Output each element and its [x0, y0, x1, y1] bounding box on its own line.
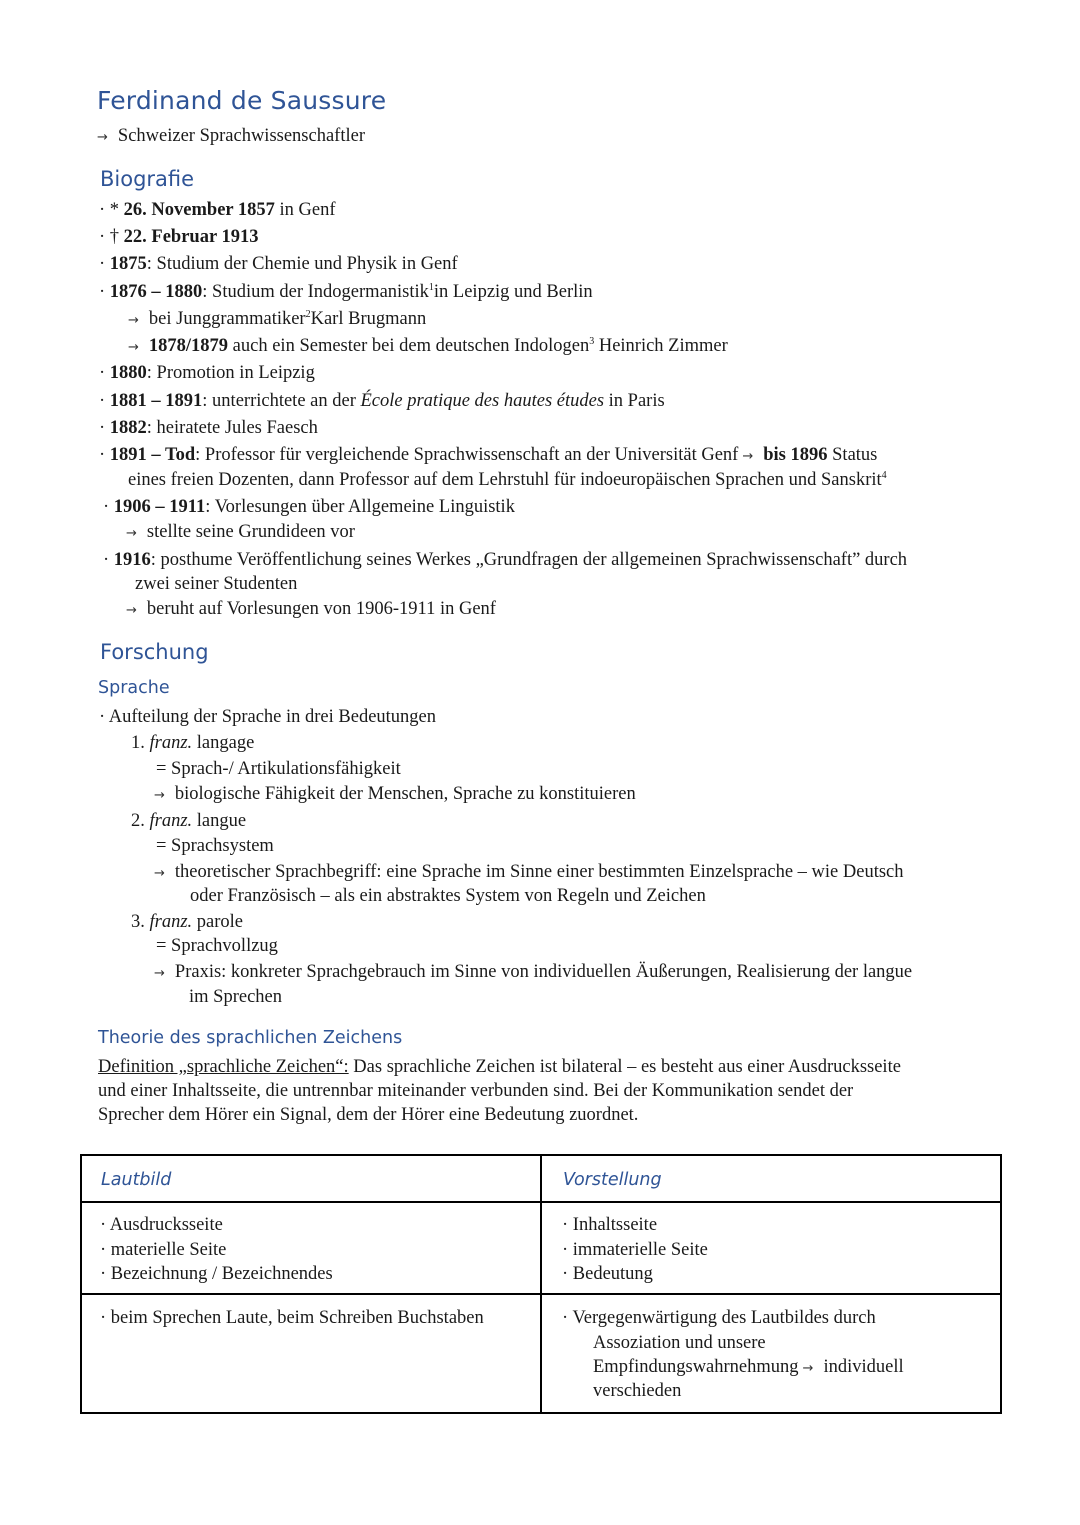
- text: in Paris: [604, 391, 665, 411]
- bio-1916-cont: zwei seiner Studenten: [135, 574, 298, 594]
- cell-line: · Ausdrucksseite: [100, 1215, 223, 1235]
- cell-line: · Bedeutung: [562, 1264, 653, 1284]
- subtitle: Schweizer Sprachwissenschaftler: [117, 126, 365, 146]
- year: 1891 – Tod: [109, 445, 196, 465]
- table-header-cell: [81, 1155, 541, 1202]
- table-cell: [541, 1202, 1001, 1294]
- bio-1891: · 1891 – Tod: Professor für vergleichende Sprachwissenschaft an der Universität Genf → bis 1896 Status: [99, 445, 878, 465]
- bio-1880: · 1880: Promotion in Leipzig: [99, 363, 315, 383]
- text: : Professor für vergleichende Sprachwissenschaft an der Universität Genf: [195, 445, 739, 465]
- text: Praxis: konkreter Sprachgebrauch im Sinne von individuellen Äußerungen, Realisierung der langue: [174, 962, 913, 982]
- text: theoretischer Sprachbegriff: eine Sprache im Sinne einer bestimmten Einzelsprache – wie Deutsch: [174, 862, 904, 882]
- cell-line: · Bezeichnung / Bezeichnendes: [100, 1264, 333, 1284]
- sprache-heading: Sprache: [98, 678, 170, 698]
- lautbild-header: Lautbild: [101, 1170, 172, 1190]
- table-row: [81, 1155, 1001, 1202]
- abbrev: franz.: [149, 811, 193, 831]
- text: : Studium der Chemie und Physik in Genf: [146, 254, 458, 274]
- bio-sub-brugmann: [128, 307, 426, 333]
- bio-sub-vorlesungen: [126, 597, 496, 623]
- arrow-icon: →: [126, 603, 137, 618]
- text: bei Junggrammatiker: [148, 309, 306, 329]
- year: 1878/1879: [148, 336, 229, 356]
- term: parole: [192, 912, 244, 932]
- bio-sub-zimmer: [128, 334, 728, 360]
- text: individuell: [823, 1357, 904, 1377]
- forschung-heading: Forschung: [100, 640, 209, 664]
- text: : Vorlesungen über Allgemeine Linguistik: [205, 497, 515, 517]
- zeichen-heading: Theorie des sprachlichen Zeichens: [98, 1028, 403, 1048]
- cell-line: · materielle Seite: [100, 1240, 227, 1260]
- year: 1916: [113, 550, 151, 570]
- text: eines freien Dozenten, dann Professor auf dem Lehrstuhl für indoeuropäischen Sprachen und Sanskrit: [128, 470, 882, 490]
- text: Karl Brugmann: [310, 309, 427, 329]
- sprache-intro: · Aufteilung der Sprache in drei Bedeutungen: [99, 707, 437, 727]
- sprache-item-3: [131, 910, 243, 934]
- bio-birth: · * 26. November 1857 in Genf: [99, 200, 336, 220]
- year: 1906 – 1911: [113, 497, 206, 517]
- page-title: Ferdinand de Saussure: [97, 86, 387, 115]
- text: Status: [827, 445, 878, 465]
- arrow-icon: →: [154, 788, 165, 803]
- zeichen-def-line1: [98, 1055, 901, 1079]
- table-header-cell: [541, 1155, 1001, 1202]
- text: : Studium der Indogermanistik: [202, 282, 429, 302]
- zeichen-def-line3: Sprecher dem Hörer ein Signal, dem der Hörer eine Bedeutung zuordnet.: [98, 1105, 639, 1125]
- text: Das sprachliche Zeichen ist bilateral – es besteht aus einer Ausdrucksseite: [348, 1057, 901, 1077]
- sprache-def-1: = Sprach-/ Artikulationsfähigkeit: [156, 759, 401, 779]
- birth-date: 26. November 1857: [123, 200, 275, 220]
- term: langage: [192, 733, 255, 753]
- text: stellte seine Grundideen vor: [146, 522, 355, 542]
- subtitle-line: [97, 124, 365, 150]
- arrow-icon: →: [154, 866, 165, 881]
- definition-label: Definition „sprachliche Zeichen“:: [98, 1057, 349, 1077]
- bio-1881: · 1881 – 1891: unterrichtete an der École pratique des hautes études in Paris: [99, 391, 665, 411]
- text: Aufteilung der Sprache in drei Bedeutungen: [108, 707, 437, 727]
- text: Heinrich Zimmer: [594, 336, 728, 356]
- bio-1875: · 1875: Studium der Chemie und Physik in Genf: [99, 254, 458, 274]
- text: : heiratete Jules Faesch: [146, 418, 318, 438]
- text: : posthume Veröffentlichung seines Werkes „Grundfragen der allgemeinen Sprachwissenschaft” durch: [150, 550, 908, 570]
- year: 1875: [109, 254, 147, 274]
- footnote-marker: 3: [589, 335, 595, 347]
- sprache-expl-2: [154, 860, 904, 886]
- bio-death: · † 22. Februar 1913: [99, 227, 259, 247]
- bio-1882: · 1882: heiratete Jules Faesch: [99, 418, 318, 438]
- arrow-icon: →: [126, 526, 137, 541]
- number: 1.: [131, 733, 145, 753]
- sprache-def-2: = Sprachsystem: [156, 836, 274, 856]
- zeichen-def-line2: und einer Inhaltsseite, die untrennbar miteinander verbunden sind. Bei der Kommunikation sendet der: [98, 1081, 854, 1101]
- year: 1882: [109, 418, 147, 438]
- text: : Promotion in Leipzig: [146, 363, 315, 383]
- cell-line: verschieden: [593, 1381, 682, 1401]
- sprache-expl-3-cont: im Sprechen: [189, 987, 282, 1007]
- bio-1876: · 1876 – 1880: Studium der Indogermanistik$^1$in Leipzig und Berlin: [99, 281, 593, 302]
- table-cell: [541, 1294, 1001, 1413]
- cell-line: · Vergegenwärtigung des Lautbildes durch: [562, 1308, 876, 1328]
- abbrev: franz.: [149, 912, 193, 932]
- text: biologische Fähigkeit der Menschen, Sprache zu konstituieren: [174, 784, 636, 804]
- sprache-def-3: = Sprachvollzug: [156, 936, 278, 956]
- cell-line: [593, 1355, 904, 1381]
- number: 2.: [131, 811, 145, 831]
- sprache-item-2: [131, 809, 246, 833]
- biografie-heading: Biografie: [100, 167, 195, 191]
- bio-1916: · 1916: posthume Veröffentlichung seines Werkes „Grundfragen der allgemeinen Sprachwissenschaft” durch: [103, 550, 908, 570]
- table-row: [81, 1202, 1001, 1294]
- arrow-icon: →: [97, 130, 108, 145]
- footnote-marker: 2: [305, 308, 311, 320]
- text: auch ein Semester bei dem deutschen Indologen: [228, 336, 590, 356]
- table-cell: [81, 1294, 541, 1413]
- year: 1881 – 1891: [109, 391, 203, 411]
- cell-line: Assoziation und unsere: [593, 1333, 766, 1353]
- footnote-marker: 4: [881, 469, 887, 481]
- institution-name: École pratique des hautes études: [360, 391, 605, 411]
- sprache-expl-1: [154, 782, 636, 808]
- term: langue: [192, 811, 247, 831]
- text: Empfindungswahrnehmung: [593, 1357, 799, 1377]
- footnote-marker: 1: [428, 281, 434, 293]
- arrow-icon: →: [802, 1361, 814, 1376]
- year: 1880: [109, 363, 147, 383]
- birth-place: in Genf: [279, 200, 336, 220]
- vorstellung-header: Vorstellung: [563, 1170, 662, 1190]
- cell-line: · beim Sprechen Laute, beim Schreiben Buchstaben: [100, 1308, 484, 1328]
- text: beruht auf Vorlesungen von 1906-1911 in Genf: [146, 599, 496, 619]
- year: 1876 – 1880: [109, 282, 203, 302]
- year: bis 1896: [763, 445, 828, 465]
- sign-table: [80, 1154, 1002, 1414]
- cell-line: · Inhaltsseite: [562, 1215, 658, 1235]
- sprache-item-1: [131, 731, 254, 755]
- text: in Leipzig und Berlin: [433, 282, 593, 302]
- abbrev: franz.: [149, 733, 193, 753]
- bio-1891-cont: [128, 468, 887, 492]
- arrow-icon: →: [742, 449, 754, 464]
- cell-line: · immaterielle Seite: [562, 1240, 708, 1260]
- table-cell: [81, 1202, 541, 1294]
- bio-sub-grundideen: [126, 520, 355, 546]
- arrow-icon: →: [128, 340, 139, 355]
- arrow-icon: →: [154, 966, 165, 981]
- number: 3.: [131, 912, 145, 932]
- bio-1906: · 1906 – 1911: Vorlesungen über Allgemeine Linguistik: [103, 497, 515, 517]
- sprache-expl-2-cont: oder Französisch – als ein abstraktes System von Regeln und Zeichen: [190, 886, 706, 906]
- sprache-expl-3: [154, 960, 912, 986]
- arrow-icon: →: [128, 313, 139, 328]
- table-row: [81, 1294, 1001, 1413]
- text: : unterrichtete an der: [202, 391, 361, 411]
- death-date: 22. Februar 1913: [123, 227, 259, 247]
